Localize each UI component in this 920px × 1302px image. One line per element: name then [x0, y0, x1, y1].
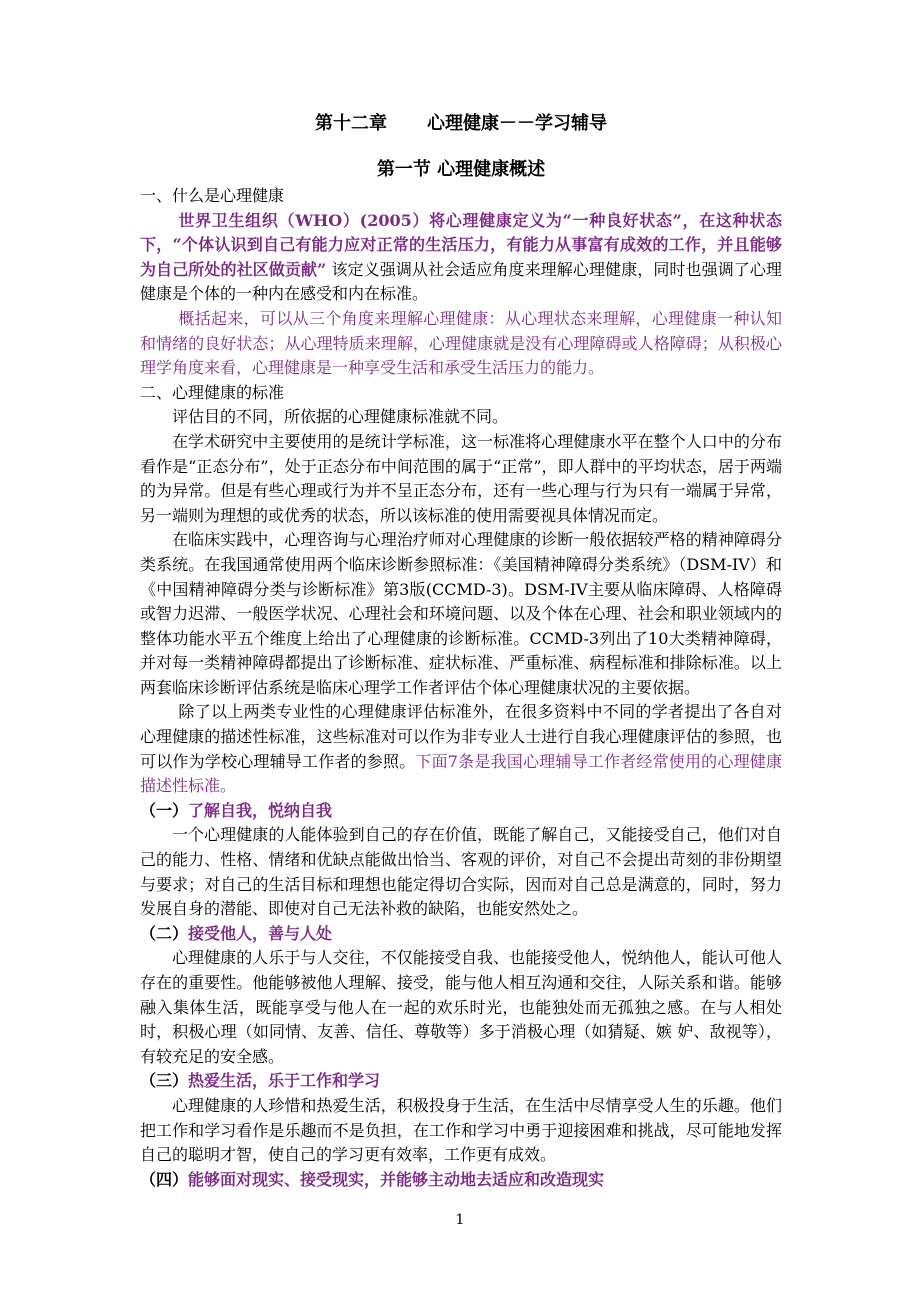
paragraph-clinical-standard: 在临床实践中，心理咨询与心理治疗师对心理健康的诊断一般依据较严格的精神障碍分类系统。在我国通常使用两个临床诊断参照标准：《美国精神障碍分类系统》（DSM-IV）和《中国精神障碍分类与诊断标准》第3版(CCMD-3)。DSM-IV主要从临床障碍、人格障碍或智力迟滞、一般医学状况、心理社会和环境问题、以及个体在心理、社会和职业领域内的整体功能水平五个维度上给出了心理健康的诊断标准。CCMD-3列出了10大类精神障碍，并对每一类精神障碍都提出了诊断标准、症状标准、严重标准、病程标准和排除标准。以上两套临床诊断评估系统是临床心理学工作者评估个体心理健康状况的主要依据。	[140, 530, 782, 697]
page-number: 1	[455, 1212, 465, 1228]
paragraph-assessment-purpose: 评估目的不同，所依据的心理健康标准就不同。	[172, 407, 509, 427]
section-title: 第一节 心理健康概述	[376, 159, 546, 180]
paragraph-three-perspectives: 概括起来，可以从三个角度来理解心理健康：从心理状态来理解，心理健康一种认知和情绪的良好状态；从心理特质来理解，心理健康就是没有心理障碍或人格障碍；从积极心理学角度来看，心理健康是一种享受生活和承受生活压力的能力。	[140, 308, 782, 378]
subheading-3-number: （三）	[140, 1071, 189, 1091]
paragraph-accepting-others: 心理健康的人乐于与人交往，不仅能接受自我、也能接受他人，悦纳他人，能认可他人存在的重要性。他能够被他人理解、接受，能与他人相互沟通和交往，人际关系和谐。能够融入集体生活，既能享受与他人在一起的欢乐时光，也能独处而无孤独之感。在与人相处时，积极心理（如同情、友善、信任、尊敬等）多于消极心理（如猜疑、嫉 妒、敌视等），有较充足的安全感。	[140, 948, 782, 1066]
subheading-3-title: 热爱生活，乐于工作和学习	[188, 1071, 381, 1091]
subheading-3	[140, 1069, 782, 1094]
chapter-name: 心理健康－－学习辅导	[427, 113, 607, 134]
subheading-4-number: （四）	[140, 1169, 189, 1189]
who-definition-commentary: 该定义强调从社会适应角度来理解心理健康，同时也强调了心理健康是个体的一种内在感受和内在标准。	[140, 259, 782, 304]
subheading-2-number: （二）	[140, 923, 189, 943]
heading-what-is: 一、什么是心理健康	[140, 186, 285, 205]
descriptive-standard-text: 除了以上两类专业性的心理健康评估标准外，在很多资料中不同的学者提出了各自对心理健康的描述性标准，这些标准对可以作为非专业人士进行自我心理健康评估的参照，也可以作为学校心理辅导工作者的参照。	[140, 702, 782, 771]
subheading-2	[140, 922, 782, 947]
paragraph-statistical-standard: 在学术研究中主要使用的是统计学标准，这一标准将心理健康水平在整个人口中的分布看作是“正态分布”，处于正态分布中间范围的属于“正常”，即人群中的平均状态，居于两端的为异常。但是有些心理或行为并不呈正态分布，还有一些心理与行为只有一端属于异常，另一端则为理想的或优秀的状态，所以该标准的使用需要视具体情况而定。	[140, 431, 782, 525]
subheading-1-number: （一）	[140, 800, 189, 820]
chapter-number: 第十二章	[315, 113, 387, 134]
subheading-1	[140, 799, 782, 824]
page-content	[140, 110, 782, 1192]
subheading-4	[140, 1168, 782, 1193]
subheading-2-title: 接受他人，善与人处	[188, 923, 333, 943]
paragraph-self-acceptance: 一个心理健康的人能体验到自己的存在价值，既能了解自己，又能接受自己，他们对自己的能力、性格、情绪和优缺点能做出恰当、客观的评价，对自己不会提出苛刻的非份期望与要求；对自己的生活目标和理想也能定得切合实际，因而对自己总是满意的，同时，努力发展自身的潜能、即使对自己无法补救的缺陷，也能安然处之。	[140, 825, 782, 919]
subheading-1-title: 了解自我，悦纳自我	[188, 800, 333, 820]
who-definition-quote: 世界卫生组织（WHO）(2005）将心理健康定义为“一种良好状态”，在这种状态下，“个体认识到自己有能力应对正常的生活压力，有能力从事富有成效的工作，并且能够为自己所处的社区做贡献”	[140, 210, 782, 279]
paragraph-love-life: 心理健康的人珍惜和热爱生活，积极投身于生活，在生活中尽情享受人生的乐趣。他们把工作和学习看作是乐趣而不是负担，在工作和学习中勇于迎接困难和挑战，尽可能地发挥自己的聪明才智，使自己的学习更有效率，工作更有成效。	[140, 1095, 782, 1165]
heading-standards: 二、心理健康的标准	[140, 382, 285, 402]
paragraph-who-definition	[140, 209, 782, 307]
descriptive-standard-highlight: 下面7条是我国心理辅导工作者经常使用的心理健康描述性标准。	[140, 751, 782, 796]
paragraph-descriptive-standard	[140, 700, 782, 798]
subheading-4-title: 能够面对现实、接受现实，并能够主动地去适应和改造现实	[188, 1169, 605, 1189]
chapter-title	[140, 110, 782, 138]
